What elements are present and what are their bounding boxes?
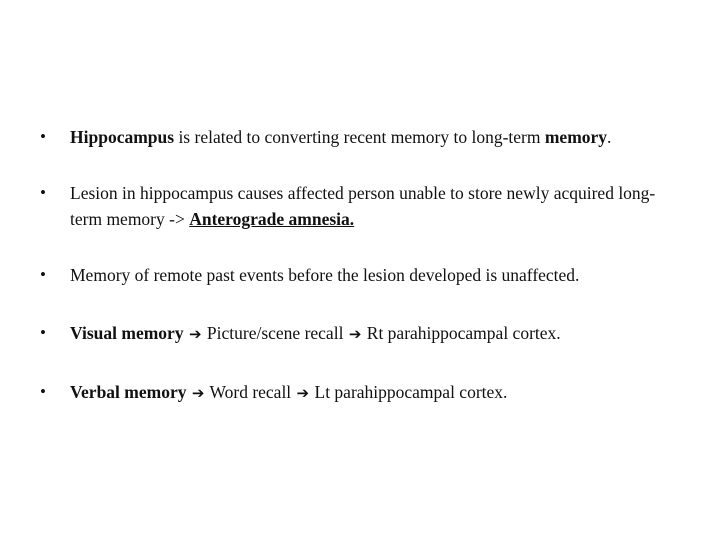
bullet-item-visual-memory [40,320,680,347]
bullet-item-hippocampus [40,124,680,150]
bullet-text: is related to converting recent memory to long-term [174,127,545,147]
right-arrow-icon: ➔ [348,325,362,343]
bullet-item-remote-memory [40,262,680,288]
bullet-text: Picture/scene recall [202,323,348,343]
bullet-item-lesion [40,180,680,232]
bullet-text: Lesion in hippocampus causes affected person unable to store newly acquired long-term memory -> [70,183,656,229]
term-visual-memory: Visual memory [70,323,184,343]
bullet-item-verbal-memory [40,379,680,406]
bullet-dot-icon: • [40,265,46,284]
right-arrow-icon: ➔ [191,384,205,402]
bullet-list [40,124,680,438]
term-hippocampus: Hippocampus [70,127,175,147]
bullet-dot-icon: • [40,127,46,146]
right-arrow-icon: ➔ [188,325,202,343]
bullet-text-end: Lt parahippocampal cortex. [310,382,508,402]
bullet-dot-icon: • [40,382,46,401]
right-arrow-icon: ➔ [296,384,310,402]
bullet-dot-icon: • [40,323,46,342]
bullet-text: Word recall [205,382,296,402]
bullet-text-end: Rt parahippocampal cortex. [362,323,561,343]
bullet-dot-icon: • [40,183,46,202]
bullet-text-end: . [607,127,612,147]
term-memory: memory [544,127,608,147]
bullet-text: Memory of remote past events before the lesion developed is unaffected. [70,265,580,285]
term-verbal-memory: Verbal memory [70,382,187,402]
term-anterograde-amnesia: Anterograde amnesia. [189,209,355,229]
